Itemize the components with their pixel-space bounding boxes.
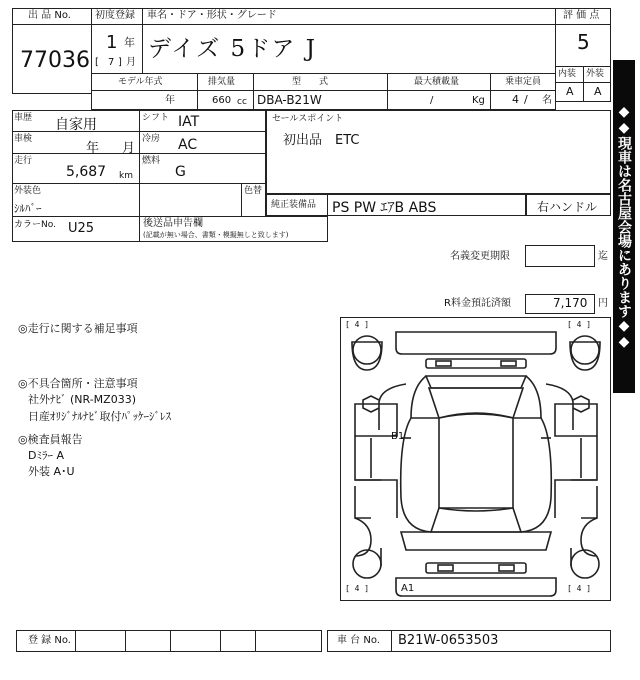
recolor-label: 色替 bbox=[244, 186, 263, 196]
inspection-month: 月 bbox=[122, 141, 136, 156]
first-reg-year: 1 bbox=[106, 32, 118, 53]
equipment-value: PS PW ｴｱB ABS bbox=[332, 200, 437, 216]
location-banner bbox=[613, 60, 635, 393]
recycle-value: 7,170 bbox=[553, 296, 588, 310]
first-reg-month: 7 bbox=[108, 57, 115, 68]
inspector-line-1: Dﾐﾗｰ A bbox=[28, 449, 64, 462]
damage-mark-a1: A1 bbox=[401, 583, 415, 594]
ac-value: AC bbox=[178, 137, 198, 153]
exterior-label: 外装 bbox=[586, 69, 605, 79]
history-label: 車歴 bbox=[14, 113, 33, 123]
mileage-label: 走行 bbox=[14, 156, 33, 166]
sales-point-value: 初出品 ETC bbox=[283, 133, 360, 148]
corner-label-bottom-left: [ 4 ] bbox=[345, 584, 370, 593]
ext-color-value: ｼﾙﾊﾞｰ bbox=[14, 202, 42, 215]
history-value: 自家用 bbox=[55, 117, 97, 133]
handle-value: 右ハンドル bbox=[537, 200, 598, 214]
reg-no-label: 登 録 No. bbox=[28, 635, 71, 646]
chassis-value: B21W-0653503 bbox=[398, 633, 499, 648]
inspection-label: 車検 bbox=[14, 134, 33, 144]
lot-label: 出 品 No. bbox=[28, 10, 71, 21]
type-label: 型 式 bbox=[292, 77, 329, 87]
score-value: 5 bbox=[577, 30, 590, 54]
mileage-value: 5,687 bbox=[66, 164, 107, 180]
driving-notes-title: ◎走行に関する補足事項 bbox=[18, 322, 138, 335]
aftermarket-note: (記載が無い場合、書類・模擬無しと致します) bbox=[143, 231, 289, 239]
first-reg-label: 初度登録 bbox=[95, 10, 135, 21]
displacement-value: 660 bbox=[212, 95, 232, 106]
interior-grade: A bbox=[566, 85, 574, 98]
color-no-label: カラーNo. bbox=[14, 220, 56, 230]
recycle-unit: 円 bbox=[598, 298, 608, 309]
exterior-grade: A bbox=[594, 85, 602, 98]
shift-label: シフト bbox=[142, 113, 170, 123]
inspector-title: ◎検査員報告 bbox=[18, 433, 83, 446]
chassis-label: 車 台 No. bbox=[337, 635, 380, 646]
defects-title: ◎不具合箇所・注意事項 bbox=[18, 377, 138, 390]
score-label: 評 価 点 bbox=[563, 10, 600, 21]
interior-label: 内装 bbox=[558, 69, 577, 79]
recycle-label: R料金預託済額 bbox=[444, 298, 511, 309]
displacement-label: 排気量 bbox=[208, 77, 236, 87]
max-load-sep: / bbox=[430, 95, 434, 106]
model-year-label: モデル年式 bbox=[118, 77, 163, 87]
displacement-unit: cc bbox=[237, 97, 247, 107]
defects-line-1: 社外ﾅﾋﾞ (NR-MZ033) bbox=[28, 393, 136, 406]
sales-point-label: セールスポイント bbox=[272, 114, 344, 124]
year-unit: 年 bbox=[124, 36, 135, 49]
inspection-year: 年 bbox=[86, 141, 100, 156]
aftermarket-label: 後送品申告欄 bbox=[143, 218, 203, 229]
location-banner-text: ◆◆現車は名古屋会場にあります◆◆ bbox=[616, 103, 632, 350]
capacity-value: 4 bbox=[512, 93, 519, 106]
damage-mark-b1: B1 bbox=[391, 431, 405, 442]
car-label: 車名・ドア・形状・グレード bbox=[147, 10, 277, 21]
name-change-box bbox=[525, 245, 595, 267]
inspector-line-2: 外装 A･U bbox=[28, 465, 75, 478]
car-diagram bbox=[340, 317, 611, 601]
shift-value: IAT bbox=[178, 114, 200, 130]
capacity-unit: 名 bbox=[542, 95, 552, 106]
defects-line-2: 日産ｵﾘｼﾞﾅﾙﾅﾋﾞ取付ﾊﾟｯｹｰｼﾞﾚｽ bbox=[28, 410, 171, 423]
equipment-label: 純正装備品 bbox=[271, 200, 317, 210]
ac-label: 冷房 bbox=[142, 134, 161, 144]
name-change-label: 名義変更期限 bbox=[450, 251, 510, 262]
name-change-unit: 迄 bbox=[598, 251, 608, 262]
fuel-value: G bbox=[175, 164, 186, 180]
ext-color-label: 外装色 bbox=[14, 186, 42, 196]
model-year-unit: 年 bbox=[165, 95, 175, 106]
max-load-unit: Kg bbox=[472, 95, 485, 106]
mileage-unit: km bbox=[119, 171, 133, 181]
max-load-label: 最大積載量 bbox=[414, 77, 460, 87]
lot-number: 77036 bbox=[20, 48, 90, 73]
type-value: DBA-B21W bbox=[257, 93, 322, 107]
fuel-label: 燃料 bbox=[142, 156, 161, 166]
color-no-value: U25 bbox=[68, 221, 95, 236]
corner-label-top-left: [ 4 ] bbox=[345, 320, 370, 329]
month-unit: 月 bbox=[126, 57, 136, 68]
corner-label-bottom-right: [ 4 ] bbox=[567, 584, 592, 593]
capacity-sep: / bbox=[524, 93, 528, 106]
car-name: デイズ 5ドア J bbox=[148, 36, 317, 62]
capacity-label: 乗車定員 bbox=[505, 77, 542, 87]
corner-label-top-right: [ 4 ] bbox=[567, 320, 592, 329]
